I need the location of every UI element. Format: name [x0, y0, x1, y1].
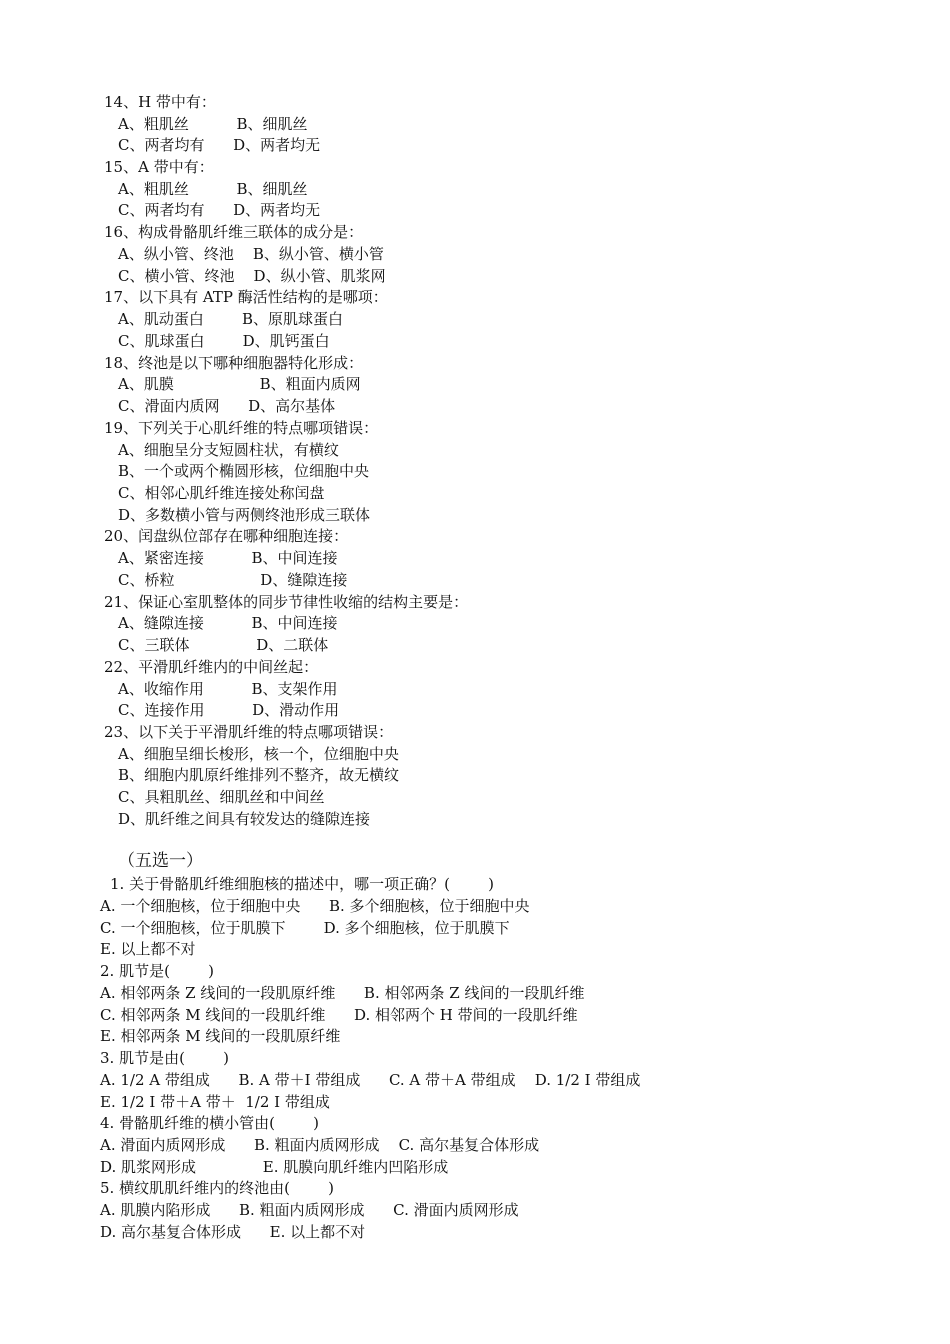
mc-question-3: 3. 肌节是由( )	[100, 1049, 229, 1067]
question-14-options-cd: C、两者均有 D、两者均无	[118, 136, 321, 154]
question-20-options-cd: C、桥粒 D、缝隙连接	[118, 571, 348, 589]
question-16: 16、构成骨骼肌纤维三联体的成分是：	[104, 223, 364, 241]
section-heading: （五选一）	[118, 851, 203, 871]
question-23-option-c: C、具粗肌丝、细肌丝和中间丝	[118, 788, 325, 806]
mc-question-2-options-cd: C. 相邻两条 M 线间的一段肌纤维 D. 相邻两个 H 带间的一段肌纤维	[100, 1006, 578, 1024]
question-20-options-ab: A、紧密连接 B、中间连接	[118, 549, 338, 567]
mc-question-3-option-e: E. 1/2 I 带＋A 带＋ 1/2 I 带组成	[100, 1093, 330, 1111]
question-15-options-cd: C、两者均有 D、两者均无	[118, 201, 321, 219]
question-19-option-a: A、细胞呈分支短圆柱状，有横纹	[118, 441, 339, 459]
mc-question-1: 1. 关于骨骼肌纤维细胞核的描述中，哪一项正确？( )	[110, 875, 494, 893]
question-22: 22、平滑肌纤维内的中间丝起：	[104, 658, 319, 676]
question-16-options-ab: A、纵小管、终池 B、纵小管、横小管	[118, 245, 384, 263]
question-17: 17、以下具有 ATP 酶活性结构的是哪项：	[104, 288, 388, 306]
question-20: 20、闰盘纵位部存在哪种细胞连接：	[104, 527, 349, 545]
question-23-option-b: B、细胞内肌原纤维排列不整齐，故无横纹	[118, 766, 400, 784]
mc-question-5-options-de: D. 高尔基复合体形成 E. 以上都不对	[100, 1223, 366, 1241]
question-17-options-ab: A、肌动蛋白 B、原肌球蛋白	[118, 310, 344, 328]
question-22-options-ab: A、收缩作用 B、支架作用	[118, 680, 338, 698]
question-23-option-a: A、细胞呈细长梭形，核一个，位细胞中央	[118, 745, 399, 763]
question-15-options-ab: A、粗肌丝 B、细肌丝	[118, 180, 308, 198]
question-19: 19、下列关于心肌纤维的特点哪项错误：	[104, 419, 379, 437]
question-22-options-cd: C、连接作用 D、滑动作用	[118, 701, 340, 719]
question-19-option-d: D、多数横小管与两侧终池形成三联体	[118, 506, 371, 524]
question-14-options-ab: A、粗肌丝 B、细肌丝	[118, 115, 308, 133]
question-18: 18、终池是以下哪种细胞器特化形成：	[104, 354, 364, 372]
mc-question-2-option-e: E. 相邻两条 M 线间的一段肌原纤维	[100, 1027, 341, 1045]
mc-question-4-options-de: D. 肌浆网形成 E. 肌膜向肌纤维内凹陷形成	[100, 1158, 449, 1176]
question-18-options-cd: C、滑面内质网 D、高尔基体	[118, 397, 336, 415]
mc-question-4-options-abc: A. 滑面内质网形成 B. 粗面内质网形成 C. 高尔基复合体形成	[100, 1136, 540, 1154]
mc-question-1-options-cd: C. 一个细胞核，位于肌膜下 D. 多个细胞核，位于肌膜下	[100, 919, 510, 937]
mc-question-2: 2. 肌节是( )	[100, 962, 214, 980]
question-21-options-ab: A、缝隙连接 B、中间连接	[118, 614, 338, 632]
mc-question-3-options-abcd: A. 1/2 A 带组成 B. A 带＋I 带组成 C. A 带＋A 带组成 D. 1/2 I 带组成	[100, 1071, 641, 1089]
mc-question-1-options-ab: A. 一个细胞核，位于细胞中央 B. 多个细胞核，位于细胞中央	[100, 897, 530, 915]
mc-question-5: 5. 横纹肌肌纤维内的终池由( )	[100, 1179, 334, 1197]
question-18-options-ab: A、肌膜 B、粗面内质网	[118, 375, 361, 393]
question-19-option-b: B、一个或两个椭圆形核，位细胞中央	[118, 462, 370, 480]
question-15: 15、A 带中有：	[104, 158, 214, 176]
mc-question-5-options-abc: A. 肌膜内陷形成 B. 粗面内质网形成 C. 滑面内质网形成	[100, 1201, 519, 1219]
mc-question-1-option-e: E. 以上都不对	[100, 940, 196, 958]
question-19-option-c: C、相邻心肌纤维连接处称闰盘	[118, 484, 325, 502]
question-23: 23、以下关于平滑肌纤维的特点哪项错误：	[104, 723, 394, 741]
mc-question-4: 4. 骨骼肌纤维的横小管由( )	[100, 1114, 319, 1132]
question-14: 14、H 带中有：	[104, 93, 216, 111]
question-16-options-cd: C、横小管、终池 D、纵小管、肌浆网	[118, 267, 386, 285]
mc-question-2-options-ab: A. 相邻两条 Z 线间的一段肌原纤维 B. 相邻两条 Z 线间的一段肌纤维	[100, 984, 585, 1002]
question-17-options-cd: C、肌球蛋白 D、肌钙蛋白	[118, 332, 330, 350]
question-23-option-d: D、肌纤维之间具有较发达的缝隙连接	[118, 810, 371, 828]
question-21: 21、保证心室肌整体的同步节律性收缩的结构主要是：	[104, 593, 469, 611]
question-21-options-cd: C、三联体 D、二联体	[118, 636, 329, 654]
